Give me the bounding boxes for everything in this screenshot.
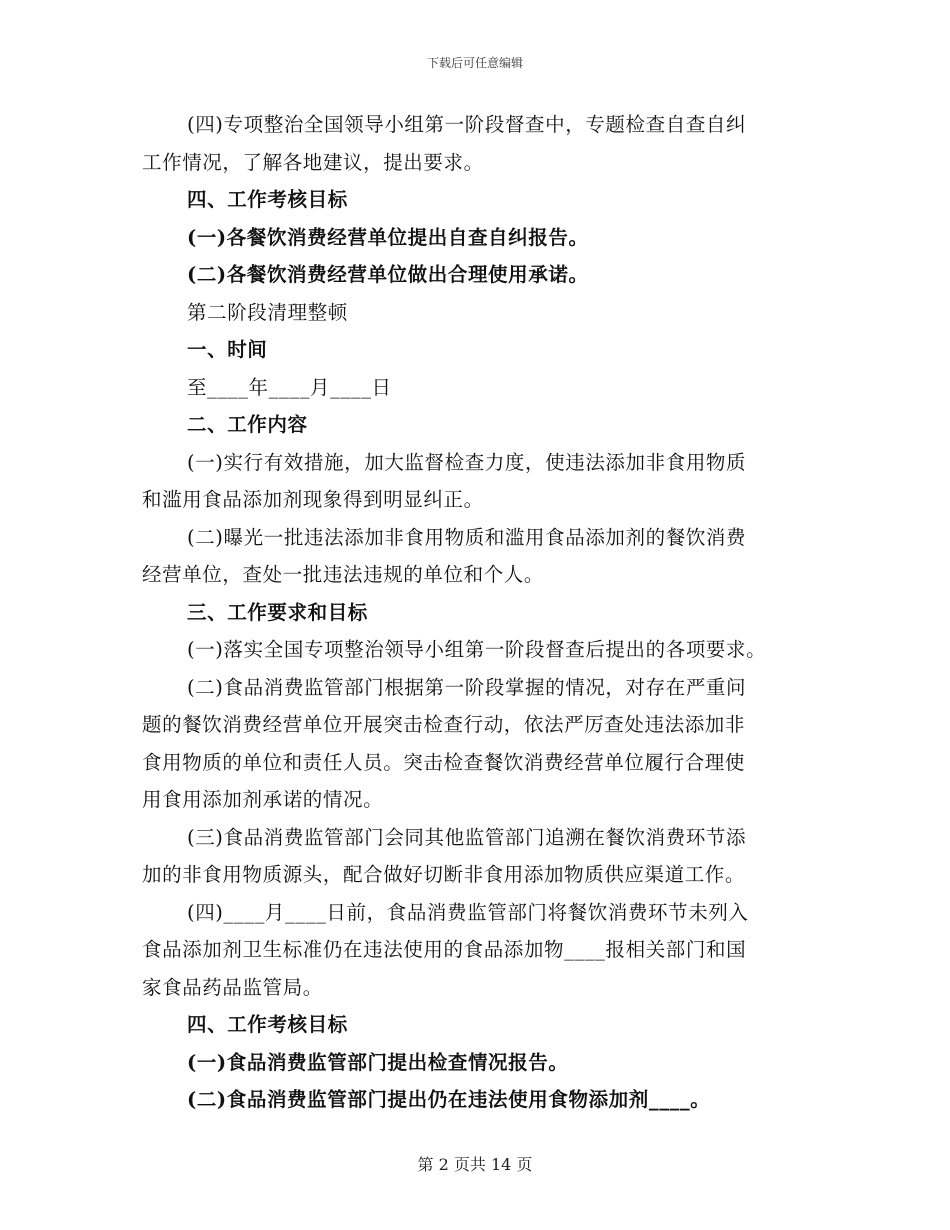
- paragraph-line: 食品添加剂卫生标准仍在违法使用的食品添加物____报相关部门和国: [142, 938, 747, 961]
- document-body: [142, 106, 810, 1119]
- paragraph-line: 第二阶段清理整顿: [187, 300, 348, 324]
- paragraph-line: 用食用添加剂承诺的情况。: [142, 788, 384, 811]
- heading-line: 二、工作内容: [187, 413, 308, 436]
- paragraph-line: (一)实行有效措施，加大监督检查力度，使违法添加非食用物质: [187, 450, 747, 474]
- heading-line: (二)食品消费监管部门提出仍在违法使用食物添加剂____。: [187, 1088, 711, 1111]
- paragraph-line: 食用物质的单位和责任人员。突击检查餐饮消费经营单位履行合理使: [142, 750, 746, 774]
- heading-line: (二)各餐饮消费经营单位做出合理使用承诺。: [187, 263, 589, 286]
- heading-line: 四、工作考核目标: [187, 188, 348, 211]
- heading-line: (一)各餐饮消费经营单位提出自查自纠报告。: [187, 225, 589, 249]
- heading-line: 三、工作要求和目标: [187, 600, 368, 624]
- paragraph-line: 题的餐饮消费经营单位开展突击检查行动，依法严厉查处违法添加非: [142, 713, 746, 736]
- page-footer: 第 2 页共 14 页: [417, 1155, 533, 1174]
- paragraph-line: (四)____月____日前，食品消费监管部门将餐饮消费环节未列入: [187, 900, 749, 924]
- paragraph-line: (一)落实全国专项整治领导小组第一阶段督查后提出的各项要求。: [187, 638, 767, 661]
- paragraph-line: 加的非食用物质源头，配合做好切断非食用添加物质供应渠道工作。: [142, 863, 746, 886]
- paragraph-line: (二)食品消费监管部门根据第一阶段掌握的情况，对存在严重问: [187, 675, 747, 699]
- heading-line: (一)食品消费监管部门提出检查情况报告。: [187, 1050, 569, 1074]
- paragraph-line: 家食品药品监管局。: [142, 975, 323, 999]
- heading-line: 四、工作考核目标: [187, 1013, 348, 1036]
- paragraph-line: 和滥用食品添加剂现象得到明显纠正。: [142, 488, 484, 511]
- paragraph-line: (二)曝光一批违法添加非食用物质和滥用食品添加剂的餐饮消费: [187, 525, 747, 549]
- paragraph-line: 至____年____月____日: [187, 375, 392, 399]
- paragraph-line: (四)专项整治全国领导小组第一阶段督查中，专题检查自查自纠: [187, 113, 747, 136]
- paragraph-line: 经营单位，查处一批违法违规的单位和个人。: [142, 563, 545, 586]
- page-header: 下载后可任意编辑: [426, 56, 523, 70]
- paragraph-line: 工作情况，了解各地建议，提出要求。: [142, 150, 484, 174]
- heading-line: 一、时间: [187, 338, 268, 361]
- paragraph-line: (三)食品消费监管部门会同其他监管部门追溯在餐饮消费环节添: [187, 825, 747, 849]
